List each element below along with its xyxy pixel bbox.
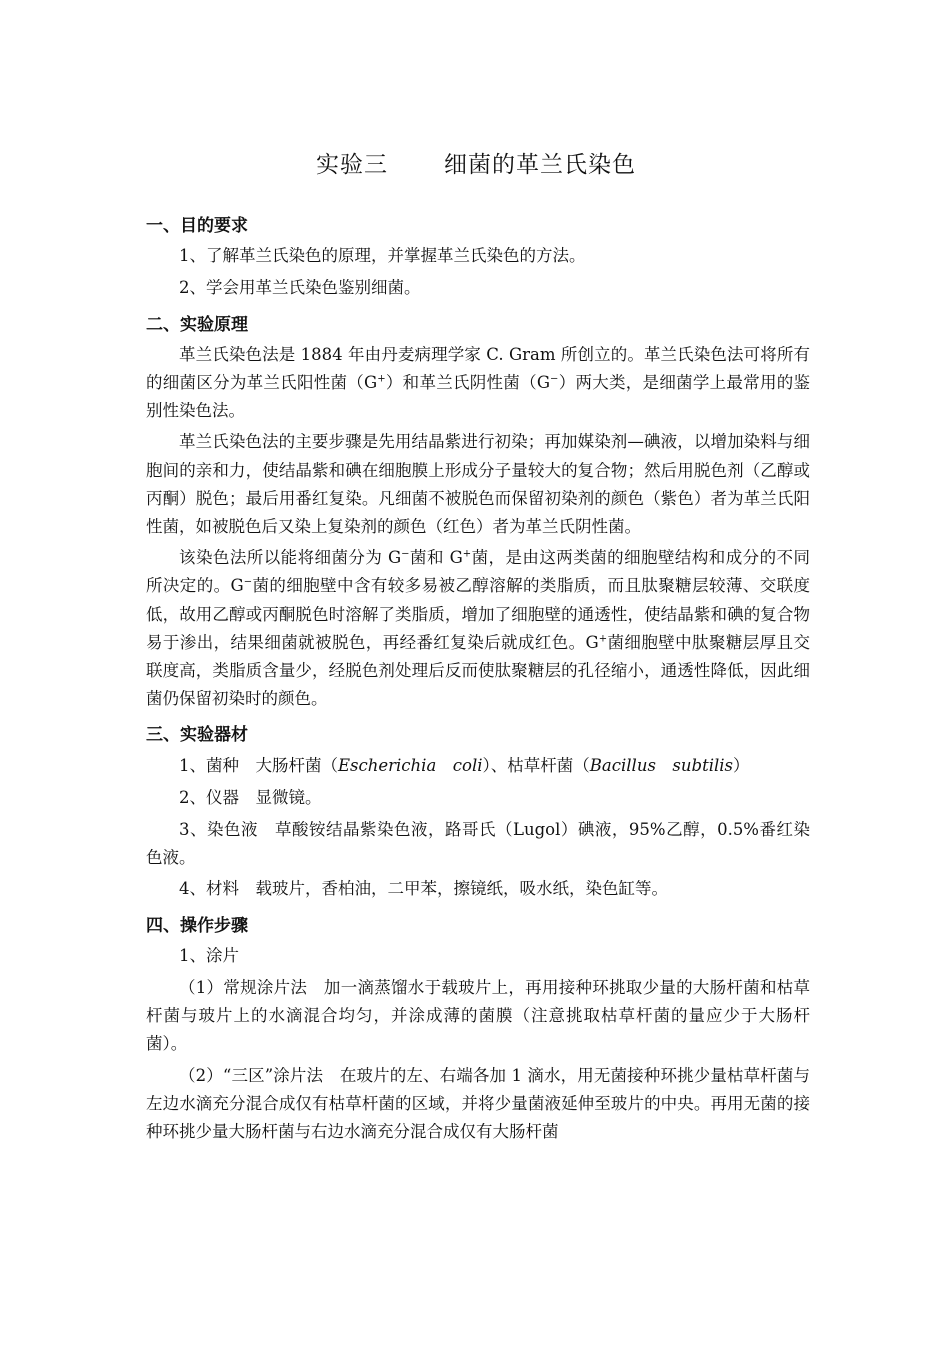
procedure-step-smear: 1、涂片 bbox=[179, 945, 239, 965]
principle-paragraph-2: 革兰氏染色法的主要步骤是先用结晶紫进行初染；再加媒染剂—碘液，以增加染料与细胞间的亲和力，使结晶紫和碘在细胞膜上形成分子量较大的复合物；然后用脱色剂（乙醇或丙酮）脱色；最后用番红复染。凡细菌不被脱色而保留初染剂的颜色（紫色）者为革兰氏阳性菌，如被脱色后又染上复染剂的颜色（红色）者为革兰氏阴性菌。 bbox=[146, 432, 810, 537]
principle-paragraph-1 bbox=[146, 341, 810, 426]
superscript: + bbox=[377, 373, 386, 385]
materials-item-strains bbox=[146, 752, 810, 780]
section-heading-principle: 二、实验原理 bbox=[146, 314, 248, 335]
procedure-paragraph-2: （2）“三区”涂片法 在玻片的左、右端各加 1 滴水，用无菌接种环挑少量枯草杆菌与左边水滴充分混合成仅有枯草杆菌的区域，并将少量菌液延伸至玻片的中央。再用无菌的接种环挑少量大肠杆菌与右边水滴充分混合成仅有大肠杆菌 bbox=[146, 1065, 810, 1142]
text-run: ）和革兰氏阴性菌（G bbox=[385, 373, 551, 393]
text-run: ）两大类，是细菌学上最常用的鉴别性染色法。 bbox=[146, 373, 811, 421]
text-run: 菌和 G bbox=[409, 548, 463, 568]
materials-item-supplies: 4、材料 载玻片，香柏油，二甲苯，擦镜纸，吸水纸，染色缸等。 bbox=[179, 879, 668, 899]
procedure-paragraph-1: （1）常规涂片法 加一滴蒸馏水于载玻片上，再用接种环挑取少量的大肠杆菌和枯草杆菌与玻片上的水滴混合均匀，并涂成薄的菌膜（注意挑取枯草杆菌的量应少于大肠杆菌）。 bbox=[146, 978, 810, 1054]
principle-paragraph-3 bbox=[146, 544, 810, 713]
materials-item-instrument: 2、仪器 显微镜。 bbox=[179, 787, 322, 807]
objective-item: 1、了解革兰氏染色的原理，并掌握革兰氏染色的方法。 bbox=[179, 246, 586, 266]
text-run: 菌细胞壁中肽聚糖层厚且交联度高，类脂质含量少，经脱色剂处理后反而使肽聚糖层的孔径缩小，通透性降低，因此细菌仍保留初染时的颜色。 bbox=[146, 632, 810, 709]
title-experiment-number: 实验三 bbox=[316, 152, 388, 178]
section-heading-objectives: 一、目的要求 bbox=[146, 216, 248, 236]
species-name: Bacillus subtilis bbox=[589, 755, 733, 775]
superscript: − bbox=[243, 576, 253, 588]
species-name: Escherichia coli bbox=[338, 755, 483, 775]
section-heading-procedure: 四、操作步骤 bbox=[146, 915, 248, 936]
section-heading-materials: 三、实验器材 bbox=[146, 725, 248, 746]
superscript: − bbox=[401, 548, 410, 560]
materials-item-stains: 3、染色液 草酸铵结晶紫染色液，路哥氏（Lugol）碘液，95%乙醇，0.5%番红染色液。 bbox=[146, 820, 810, 868]
text-run: 1、菌种 大肠杆菌（ bbox=[179, 755, 338, 775]
objective-item: 2、学会用革兰氏染色鉴别细菌。 bbox=[179, 278, 421, 298]
text-run: 革兰氏染色法是 1884 年由丹麦病理学家 C. Gram 所创立的。革兰氏染色法可将所有的细菌区分为革兰氏阳性菌（G bbox=[146, 344, 810, 393]
title-experiment-name: 细菌的革兰氏染色 bbox=[444, 152, 636, 178]
text-run: ）、枯草杆菌（ bbox=[482, 755, 590, 775]
text-run: 菌，是由这两类菌的细胞壁结构和成分的不同所决定的。G bbox=[146, 548, 810, 596]
text-run: 菌的细胞壁中含有较多易被乙醇溶解的类脂质，而且肽聚糖层较薄、交联度低，故用乙醇或丙酮脱色时溶解了类脂质，增加了细胞壁的通透性，使结晶紫和碘的复合物易于渗出，结果细菌就被脱色，再经番红复染后就成红色。G bbox=[146, 576, 811, 652]
superscript: + bbox=[598, 633, 608, 645]
superscript: + bbox=[462, 548, 472, 560]
text-run: ） bbox=[733, 755, 750, 775]
page-title bbox=[0, 146, 952, 179]
text-run: 该染色法所以能将细菌分为 G bbox=[179, 548, 402, 568]
document-body bbox=[146, 212, 810, 1149]
superscript: − bbox=[550, 373, 559, 385]
